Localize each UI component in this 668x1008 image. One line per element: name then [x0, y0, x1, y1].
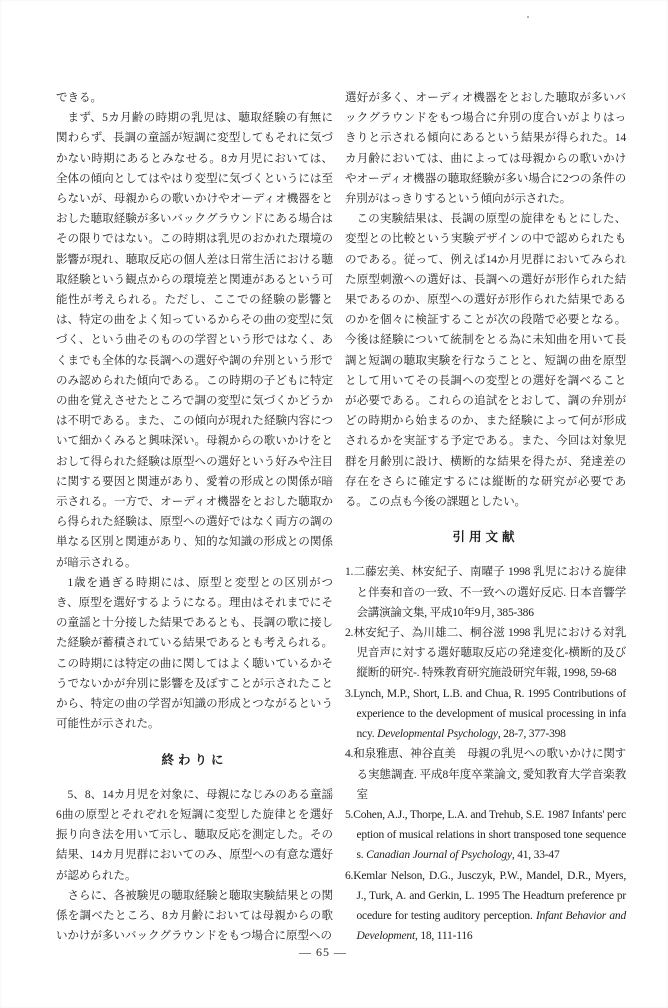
left-column [56, 88, 333, 946]
reference-5 [345, 805, 626, 866]
reference-list [345, 562, 626, 946]
reference-3-journal: Developmental Psychology [377, 728, 498, 741]
scan-artifact-dot [527, 16, 529, 18]
reference-3-pages: , 28-7, 377-398 [497, 728, 566, 741]
reference-2 [345, 623, 626, 684]
paragraph-discussion-future: この実験結果は、長調の原型の旋律をもとにした、変型との比較という実験デザインの中で認められたものである。従って、例えば14か月児群においてみられた原型刺激への選好は、長調への選好が形作られた結果であるのか、原型への選好が形作られた結果であるのかを個々に検証することが次の段階で必要となる。今後は経験について統制をとる為に未知曲を用いて長調と短調の聴取実験を行なうことと、短調の曲を原型として用いてその長調への変型との選好を調べることが必要である。これらの追試をとおして、調の弁別がどの時期から始まるのか、また経験によって何が形成されるかを実証する予定である。また、今回は対象児群を月齢別に設け、横断的な結果を得たが、発達差の存在をさらに確定するには縦断的な研究が必要である。この点も今後の課題としたい。 [345, 213, 626, 509]
reference-1-text: 1.二藤宏美、林安紀子、南曜子 1998 乳児における旋律と伴奏和音の一致、不一致への選好反応. 日本音響学会講演論文集, 平成10年9月, 385-386 [345, 566, 626, 619]
reference-3-text: 3.Lynch, M.P., Short, L.B. and Chua, R. 1995 Contributions of experience to the development of musical processing in infancy. [345, 687, 626, 741]
paragraph-continuation: できる。 [56, 92, 102, 104]
page-number: — 65 — [299, 945, 347, 959]
paragraph-conclusion-experience: さらに、各被験児の聴取経験と聴取実験結果との関係を調べたところ、8カ月齢においては母親からの歌いかけが多いバックグラウンドをもつ場合に原型への [56, 889, 333, 943]
reference-6 [345, 866, 626, 947]
reference-4-text: 4.和泉雅恵、神谷直美 母親の乳児への歌いかけに関する実態調査. 平成8年度卒業論文, 愛知教育大学音楽教室 [345, 748, 626, 801]
right-column [345, 88, 626, 946]
reference-6-journal: Infant Behavior and Development [356, 909, 627, 943]
paragraph-conclusion-method: 5、8、14カ月児を対象に、母親になじみのある童謡6曲の原型とそれぞれを短調に変型した旋律とを選好振り向き法を用いて示し、聴取反応を測定した。その結果、14カ月児群においてのみ、原型への有意な選好が認められた。 [56, 788, 333, 882]
paragraph-summary-1year: 1歳を過ぎる時期には、原型と変型との区別がつき、原型を選好するようになる。理由はそれまでにその童謡と十分接した結果であるとも、長調の歌に接した経験が蓄積されている結果であるとも考えられる。この時期には特定の曲に関してはよく聴いているかそうでないかが弁別に影響を及ぼすことが示されたことから、特定の曲の学習が知識の形成とつながるという可能性が示された。 [56, 576, 333, 731]
reference-1 [345, 562, 626, 623]
paragraph-results-continuation: 選好が多く、オーディオ機器をとおした聴取が多いバックグラウンドをもつ場合に弁別の度合いがよりはっきりと示される傾向にあるという結果が得られた。14カ月齢においては、曲によっては母親からの歌いかけやオーディオ機器の聴取経験が多い場合に2つの条件の弁別がはっきりするという傾向が示された。 [345, 92, 626, 206]
paragraph-summary-5months: まず、5カ月齢の時期の乳児は、聴取経験の有無に関わらず、長調の童謡が短調に変型してもそれに気づかない時期にあるとみなせる。8カ月児においては、全体の傾向としてはやはり変型に気づくというには至らないが、母親からの歌いかけやオーディオ機器をとおした聴取経験が多いバックグラウンドにある場合はその限りではない。この時期は乳児のおかれた環境の影響が現れ、聴取反応の個人差は日常生活における聴取経験という観点からの環境差と関連があるという可能性が考えられる。ただし、ここでの経験の影響とは、特定の曲をよく知っているからその曲の変型に気づく、という曲そのものの学習という形ではなく、あくまでも全体的な長調への選好や調の弁別という形でのみ認められた傾向である。この時期の子どもに特定の曲を覚えさせたところで調の変型に気づくかどうかは不明である。また、この傾向が現れた経験内容について細かくみると興味深い。母親からの歌いかけをとおして得られた経験は原型への選好という好みや注目に関する要因と関連があり、愛着の形成との関係が暗示される。一方で、オーディオ機器をとおした聴取から得られた経験は、原型への選好ではなく両方の調の単なる区別と関連があり、知的な知識の形成との関係が暗示される。 [56, 112, 333, 569]
reference-3 [345, 684, 626, 745]
reference-2-text: 2.林安紀子、為川雄二、桐谷滋 1998 乳児における対乳児音声に対する選好聴取反応の発達変化-横断的及び縦断的研究-. 特殊教育研究施設研究年報, 1998, 59-68 [345, 627, 626, 680]
section-heading-conclusion: 終わりに [161, 752, 228, 767]
reference-5-text: 5.Cohen, A.J., Thorpe, L.A. and Trehub, S.E. 1987 Infants' perception of musical relations in short transposed tone sequences. [345, 808, 626, 862]
reference-6-text: 6.Kemlar Nelson, D.G., Jusczyk, P.W., Mandel, D.R., Myers, J., Turk, A. and Gerkin, L. 1995 The Headturn preference procedure for testing auditory perception. [345, 869, 626, 922]
reference-6-pages: , 18, 111-116 [414, 930, 473, 943]
reference-5-pages: , 41, 33-47 [511, 849, 560, 862]
reference-4 [345, 744, 626, 805]
section-heading-references: 引用文献 [452, 530, 519, 545]
reference-5-journal: Canadian Journal of Psychology [366, 849, 512, 862]
